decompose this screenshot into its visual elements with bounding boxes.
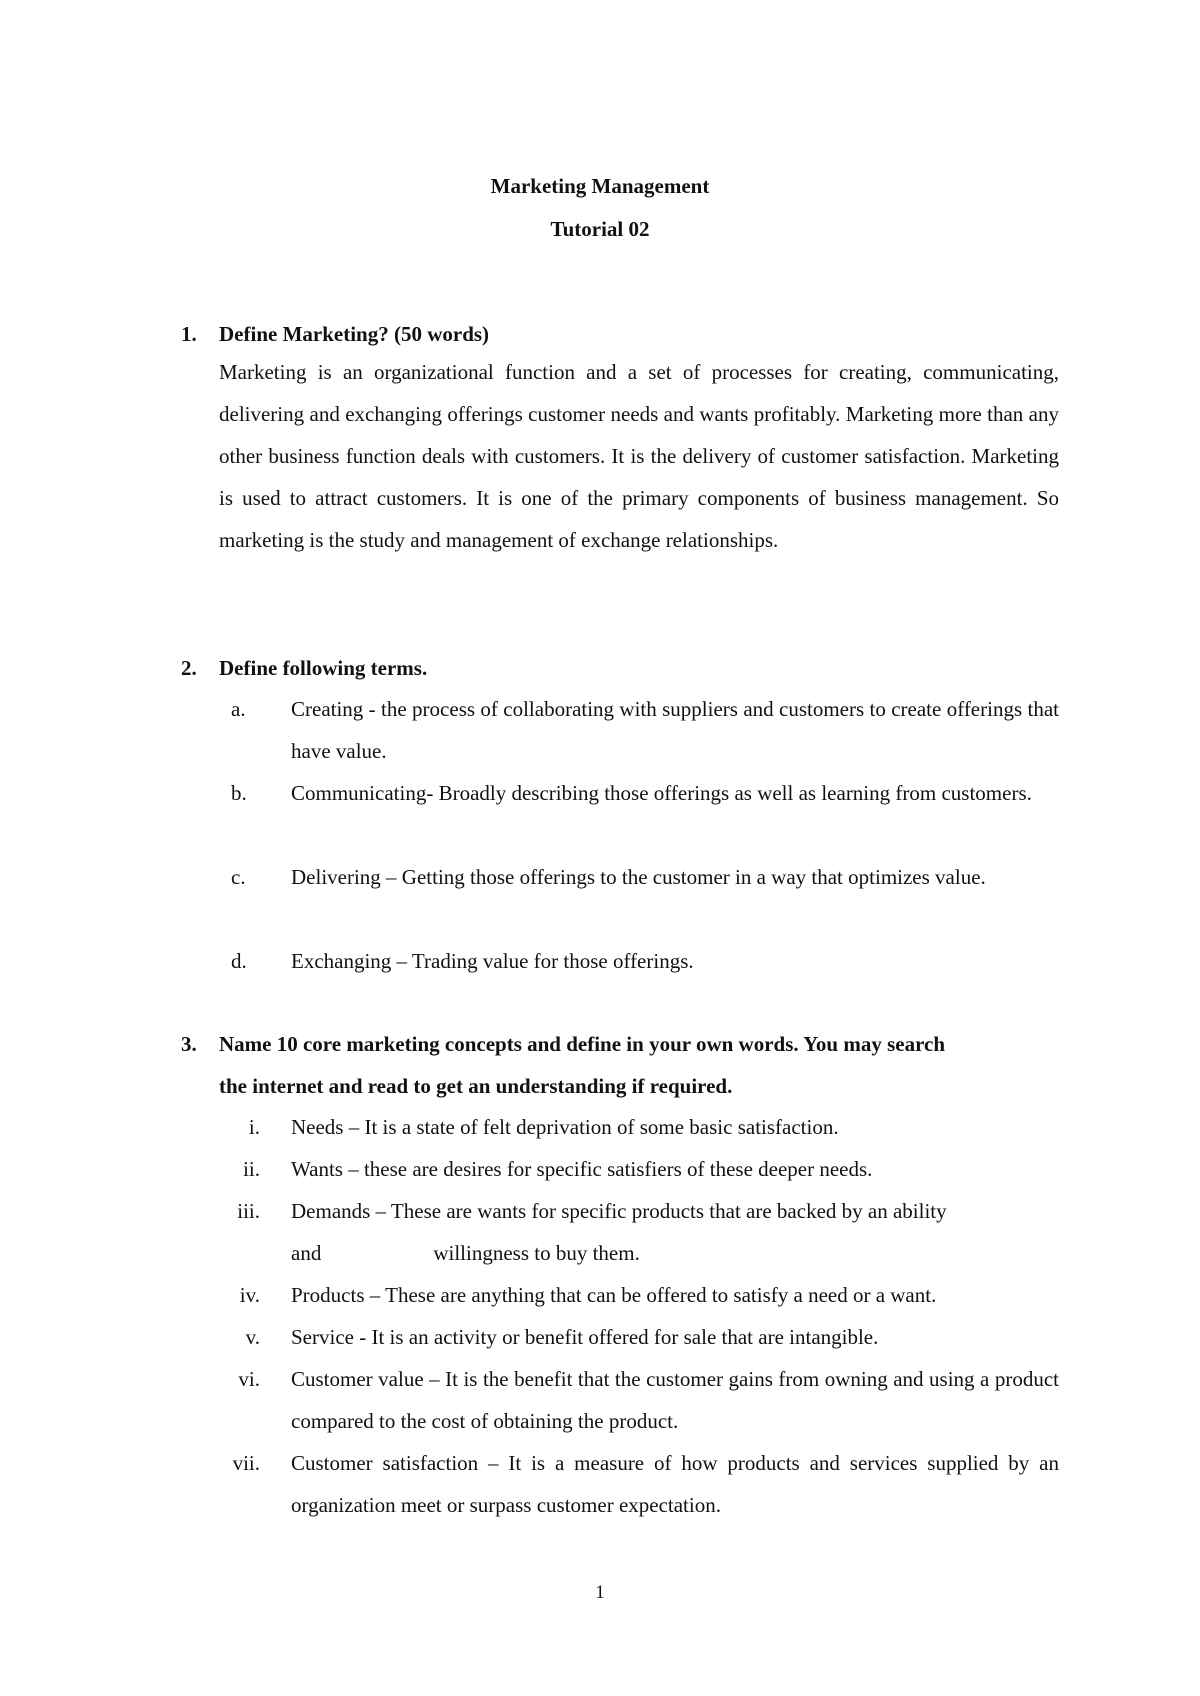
list-item-marker: b. bbox=[231, 781, 247, 805]
list-item-text-line: Demands – These are wants for specific products that are backed by an ability bbox=[291, 1199, 947, 1223]
list-item-text: Customer value – It is the benefit that the customer gains from owning and using a product compared to the cost of obtaining the product. bbox=[291, 1367, 1059, 1433]
list-item-marker: v. bbox=[245, 1325, 260, 1349]
list-item-text: Exchanging – Trading value for those offerings. bbox=[291, 949, 694, 973]
question-3-number: 3. bbox=[181, 1032, 197, 1056]
list-item-marker: d. bbox=[231, 949, 247, 973]
question-1-number: 1. bbox=[181, 322, 197, 346]
document-subtitle: Tutorial 02 bbox=[550, 217, 650, 241]
list-item-text: Communicating- Broadly describing those offerings as well as learning from customers. bbox=[291, 781, 1032, 805]
list-item-marker: vii. bbox=[232, 1451, 260, 1475]
question-2-number: 2. bbox=[181, 656, 197, 680]
question-1-heading: Define Marketing? (50 words) bbox=[219, 322, 490, 346]
list-item-marker: iv. bbox=[239, 1283, 260, 1307]
list-item-text: Service - It is an activity or benefit offered for sale that are intangible. bbox=[291, 1325, 879, 1349]
list-item bbox=[0, 856, 1200, 940]
list-item bbox=[0, 688, 1200, 772]
list-item-marker: a. bbox=[231, 697, 246, 721]
list-item-marker: vi. bbox=[238, 1367, 260, 1391]
list-item-marker: c. bbox=[231, 865, 246, 889]
list-item bbox=[0, 1442, 1200, 1526]
document-title: Marketing Management bbox=[490, 174, 710, 198]
list-item bbox=[0, 772, 1200, 856]
list-item-text: Wants – these are desires for specific satisfiers of these deeper needs. bbox=[291, 1157, 873, 1181]
list-item bbox=[0, 1190, 1200, 1274]
page-number: 1 bbox=[595, 1582, 605, 1603]
list-item-text-fragment: and bbox=[291, 1241, 322, 1265]
question-3-heading-line-2: the internet and read to get an understanding if required. bbox=[219, 1074, 733, 1098]
list-item-text: Delivering – Getting those offerings to the customer in a way that optimizes value. bbox=[291, 865, 986, 889]
list-item-marker: i. bbox=[248, 1115, 260, 1139]
list-item-text: Needs – It is a state of felt deprivation of some basic satisfaction. bbox=[291, 1115, 839, 1139]
list-item-text bbox=[291, 1190, 1059, 1274]
question-2-heading: Define following terms. bbox=[219, 656, 428, 680]
list-item bbox=[0, 940, 1200, 1024]
question-3-heading-line-1: Name 10 core marketing concepts and define in your own words. You may search bbox=[219, 1032, 946, 1056]
list-item-marker: iii. bbox=[237, 1199, 260, 1223]
list-item-text-fragment: willingness to buy them. bbox=[433, 1241, 640, 1265]
list-item-marker: ii. bbox=[243, 1157, 260, 1181]
question-1-answer: Marketing is an organizational function and a set of processes for creating, communicating, delivering and exchanging offerings customer needs and wants profitably. Marketing more than any other business function deals with customers. It is the delivery of customer satisfaction. Marketing is used to attract customers. It is one of the primary components of business management. So marketing is the study and management of exchange relationships. bbox=[219, 360, 1059, 552]
list-item-text-line bbox=[291, 1232, 1059, 1274]
list-item-text: Customer satisfaction – It is a measure of how products and services supplied by an organization meet or surpass customer expectation. bbox=[291, 1451, 1059, 1517]
list-item-text: Products – These are anything that can be offered to satisfy a need or a want. bbox=[291, 1283, 937, 1307]
list-item bbox=[0, 1358, 1200, 1442]
list-item-text: Creating - the process of collaborating with suppliers and customers to create offerings that have value. bbox=[291, 697, 1059, 763]
